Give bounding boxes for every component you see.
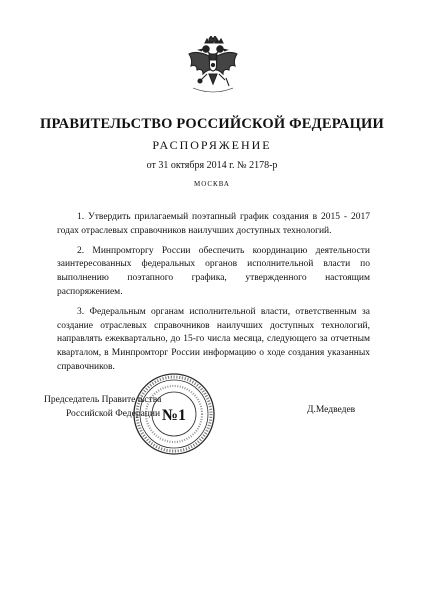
signatory-title-line1: Председатель Правительства [44, 395, 162, 405]
official-seal-icon [132, 372, 216, 456]
government-title: ПРАВИТЕЛЬСТВО РОССИЙСКОЙ ФЕДЕРАЦИИ [39, 116, 385, 132]
paragraph-3: 3. Федеральным органам исполнительной власти, ответственным за создание отраслевых справочников наилучших доступных технологий, направлять ежеквартально, до 15-го числа месяца, следующего за отчетным кварталом, в Минпромторг России информацию о ходе создания указанных справочников. [57, 306, 370, 372]
paragraph-2: 2. Минпромторгу России обеспечить координацию деятельности заинтересованных федеральных органов исполнительной власти по выполнению поэтапного графика, утвержденного настоящим распоряжением. [57, 245, 370, 297]
document-body [57, 211, 370, 381]
document-date-number: от 31 октября 2014 г. № 2178-р [146, 160, 278, 171]
document-type: РАСПОРЯЖЕНИЕ [152, 138, 272, 152]
signatory-title-line2: Российской Федерации [66, 409, 161, 419]
coat-of-arms-icon [183, 36, 243, 98]
stamp-number: №1 [161, 407, 187, 424]
paragraph-1: 1. Утвердить прилагаемый поэтапный график создания в 2015 - 2017 годах отраслевых справочников наилучших доступных технологий. [57, 212, 370, 236]
document-city: МОСКВА [194, 180, 230, 188]
signatory-name: Д.Медведев [307, 405, 356, 415]
